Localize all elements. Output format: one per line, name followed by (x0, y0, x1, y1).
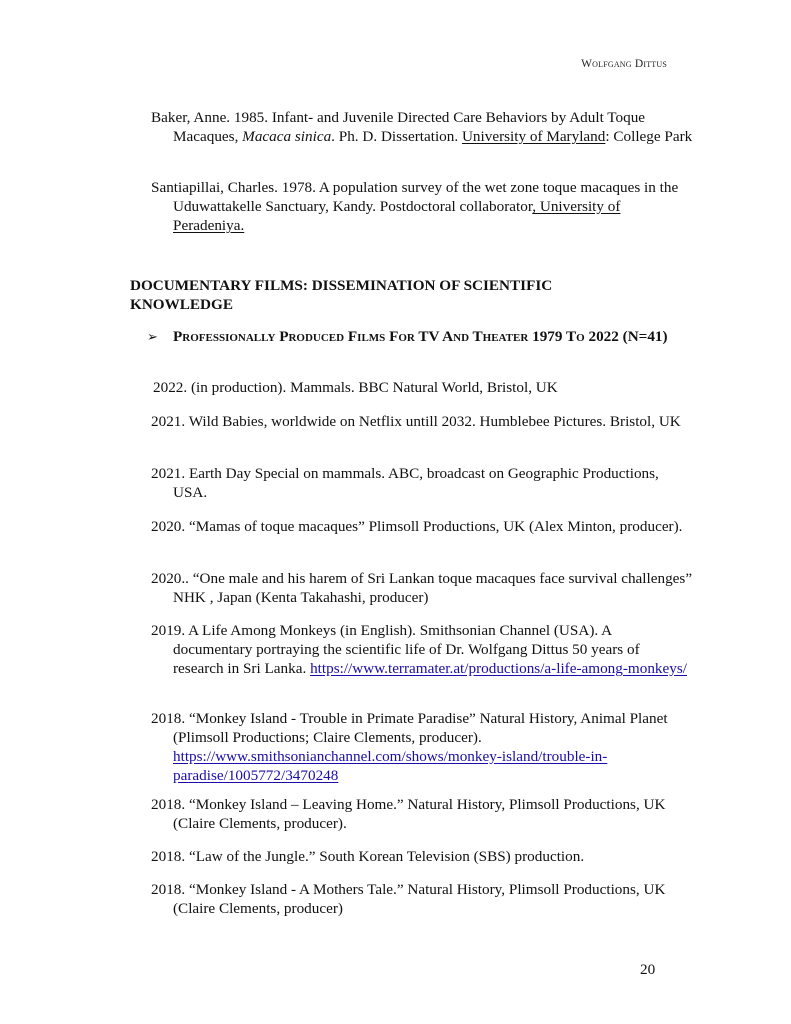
film-entry (151, 569, 693, 607)
film-text: 2018. “Monkey Island - Trouble in Primate Paradise” Natural History, Animal Planet (Plimsoll Productions; Claire Clements, producer). (151, 710, 672, 746)
reference-text: Baker, Anne. 1985. Infant- and Juvenile Directed Care Behaviors by Adult Toque Macaques, (151, 109, 646, 145)
film-entry (153, 378, 695, 397)
film-entry (151, 621, 693, 678)
subsection-heading (147, 327, 693, 346)
film-text: 2022. (in production). Mammals. BBC Natural World, Bristol, UK (153, 379, 558, 396)
institution-name: University of Maryland (461, 128, 606, 145)
reference-entry (151, 108, 693, 146)
reference-text: . Ph. D. Dissertation. (331, 128, 462, 145)
film-entry (151, 709, 693, 785)
section-title: DOCUMENTARY FILMS: DISSEMINATION OF SCIENTIFIC KNOWLEDGE (130, 277, 553, 313)
page-number: 20 (640, 961, 656, 978)
arrow-bullet-icon: ➢ (147, 329, 158, 344)
reference-text: : College Park (605, 128, 693, 145)
film-entry (151, 464, 693, 502)
institution-name: , University of Peradeniya. (173, 198, 621, 234)
reference-text: Santiapillai, Charles. 1978. A population survey of the wet zone toque macaques in the Uduwattakelle Sanctuary, Kandy. Postdoctoral collaborator (151, 179, 679, 215)
film-text: 2021. Wild Babies, worldwide on Netflix untill 2032. Humblebee Pictures. Bristol, UK (151, 413, 681, 430)
film-text: 2019. A Life Among Monkeys (in English). Smithsonian Channel (USA). A documentary portraying the scientific life of Dr. Wolfgang Dittus 50 years of research in Sri Lanka. (151, 622, 640, 677)
film-entry (151, 847, 693, 866)
film-entry (151, 517, 693, 536)
species-name: Macaca sinica (242, 128, 332, 145)
film-link[interactable]: https://www.smithsonianchannel.com/shows/monkey-island/trouble-in-paradise/1005772/3470248 (173, 748, 608, 784)
film-text: 2018. “Monkey Island - A Mothers Tale.” Natural History, Plimsoll Productions, UK (Claire Clements, producer) (151, 881, 666, 917)
film-text: 2018. “Monkey Island – Leaving Home.” Natural History, Plimsoll Productions, UK (Claire Clements, producer). (151, 796, 666, 832)
film-link[interactable]: https://www.terramater.at/productions/a-life-among-monkeys/ (310, 660, 687, 677)
film-text: 2018. “Law of the Jungle.” South Korean Television (SBS) production. (151, 848, 585, 865)
film-text: 2020.. “One male and his harem of Sri Lankan toque macaques face survival challenges” NHK , Japan (Kenta Takahashi, producer) (151, 570, 693, 606)
film-entry (151, 795, 693, 833)
film-entry (151, 880, 693, 918)
film-entry (151, 412, 693, 431)
running-header: Wolfgang Dittus (581, 58, 667, 70)
reference-entry (151, 178, 693, 235)
subsection-title: Professionally Produced Films For TV And Theater 1979 To 2022 (N=41) (173, 328, 668, 345)
film-text: 2020. “Mamas of toque macaques” Plimsoll Productions, UK (Alex Minton, producer). (151, 518, 683, 535)
film-text: 2021. Earth Day Special on mammals. ABC, broadcast on Geographic Productions, USA. (151, 465, 659, 501)
